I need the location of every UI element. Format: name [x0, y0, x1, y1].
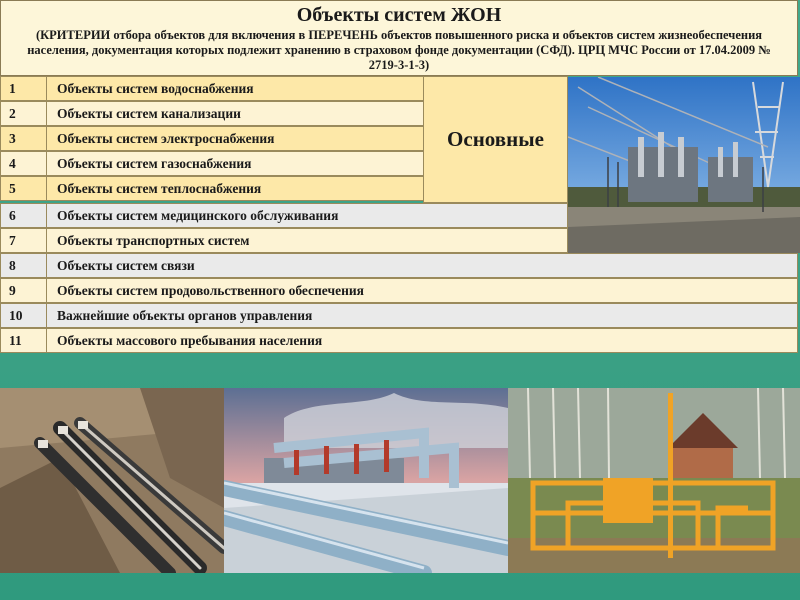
row-text: Объекты систем продовольственного обеспечения: [57, 283, 364, 298]
table-header: [0, 0, 798, 76]
row-number: 1: [1, 77, 47, 100]
row-text: Важнейшие объекты органов управления: [57, 308, 313, 323]
row-text: Объекты систем газоснабжения: [57, 156, 252, 171]
row-text: Объекты систем водоснабжения: [57, 81, 254, 96]
row-number: 11: [1, 329, 47, 352]
table-row: [0, 278, 798, 303]
row-number: 3: [1, 127, 47, 150]
pipes-trench-photo: [0, 388, 224, 573]
table-row: [0, 76, 424, 101]
table-row: [0, 328, 798, 353]
table-row: [0, 151, 424, 176]
row-text: Объекты систем медицинского обслуживания: [57, 208, 339, 223]
row-text: Объекты транспортных систем: [57, 233, 250, 248]
row-number: 10: [1, 304, 47, 327]
row-number: 7: [1, 229, 47, 252]
main-category-label: Основные: [423, 76, 568, 203]
page-title: Объекты систем ЖОН: [296, 4, 502, 26]
table-row: [0, 303, 798, 328]
table-row: [0, 228, 568, 253]
pipeline-photo: [224, 388, 508, 573]
row-text: Объекты систем теплоснабжения: [57, 181, 262, 196]
row-number: 6: [1, 204, 47, 227]
table-row: [0, 253, 798, 278]
row-number: 9: [1, 279, 47, 302]
row-text: Объекты систем канализации: [57, 106, 241, 121]
row-text: Объекты массового пребывания населения: [57, 333, 323, 348]
row-number: 4: [1, 152, 47, 175]
gas-station-photo: [508, 388, 800, 573]
substation-photo: [568, 77, 800, 253]
table-row: [0, 203, 568, 228]
table-row: [0, 101, 424, 126]
table-row: [0, 126, 424, 151]
row-text: Объекты систем электроснабжения: [57, 131, 275, 146]
row-number: 5: [1, 177, 47, 200]
row-number: 2: [1, 102, 47, 125]
table-row: [0, 176, 424, 201]
row-text: Объекты систем связи: [57, 258, 195, 273]
page-subtitle: (КРИТЕРИИ отбора объектов для включения в ПЕРЕЧЕНЬ объектов повышенного риска и объектов систем жизнеобеспечения населения, документация которых подлежит хранению в страховом фонде документации (СФД). ЦРЦ МЧС России от 17.04.2009 № 2719-3-1-3): [27, 28, 771, 72]
row-number: 8: [1, 254, 47, 277]
